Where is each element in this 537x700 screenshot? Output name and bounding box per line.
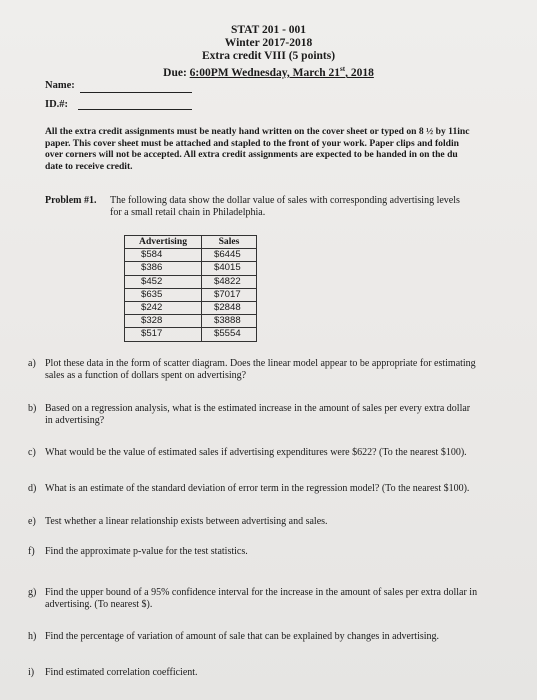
id-label: ID.#:: [45, 99, 69, 110]
due-prefix: Due:: [163, 66, 190, 79]
question-text: [45, 483, 469, 495]
question-line: Plot these data in the form of scatter diagram. Does the linear model appear to be appropriate for estimating: [45, 358, 476, 369]
sales-cell: $2848: [202, 301, 257, 314]
course-title: STAT 201 - 001: [230, 24, 307, 36]
question-label: d): [28, 483, 37, 494]
question-a: [28, 358, 476, 382]
question-line: What is an estimate of the standard deviation of error term in the regression model? (To the nearest $100).: [45, 483, 470, 494]
instructions-line: All the extra credit assignments must be neatly hand written on the cover sheet or typed on 8 ½ by 11inc: [45, 126, 470, 137]
question-line: Test whether a linear relationship exists between advertising and sales.: [45, 516, 328, 527]
table-row: [125, 262, 257, 275]
sales-cell: $7017: [202, 288, 257, 301]
name-label: Name:: [45, 80, 75, 91]
question-line: sales as a function of dollars spent on advertising?: [45, 370, 247, 381]
sales-cell: $3888: [202, 315, 257, 328]
question-label: h): [28, 631, 37, 642]
table-row: [125, 328, 257, 341]
question-label: c): [28, 447, 36, 458]
question-label: a): [28, 358, 36, 369]
table-row: [125, 249, 257, 262]
problem-statement: [110, 195, 460, 219]
advertising-cell: $328: [125, 315, 202, 328]
assignment-title: Extra credit VIII (5 points): [201, 50, 336, 62]
sales-cell: $4015: [202, 262, 257, 275]
question-f: [28, 546, 248, 558]
table-row: [125, 315, 257, 328]
sales-cell: $4822: [202, 275, 257, 288]
question-e: [28, 516, 328, 528]
instructions-line: over corners will not be accepted. All extra credit assignments are expected to be handed in on the du: [45, 149, 458, 161]
due-date-line: [0, 63, 537, 80]
table-row: [125, 275, 257, 288]
due-date-suffix-sup: st: [340, 65, 346, 73]
question-d: [28, 483, 469, 495]
question-line: What would be the value of estimated sales if advertising expenditures were $622? (To the nearest $100).: [45, 447, 467, 458]
sales-cell: $5554: [202, 328, 257, 341]
question-g: [28, 587, 477, 611]
advertising-cell: $517: [125, 328, 202, 341]
question-h: [28, 631, 439, 643]
document-header: [0, 24, 537, 80]
column-header-sales: Sales: [202, 236, 257, 249]
advertising-cell: $386: [125, 262, 202, 275]
advertising-cell: $584: [125, 249, 202, 262]
question-text: [45, 447, 467, 459]
question-text: [45, 358, 476, 382]
data-table: [124, 235, 257, 342]
question-b: [28, 403, 470, 427]
question-line: in advertising?: [45, 415, 105, 426]
column-header-advertising: Advertising: [125, 236, 202, 249]
term-line: Winter 2017-2018: [224, 37, 313, 49]
question-text: [45, 546, 248, 558]
advertising-cell: $635: [125, 288, 202, 301]
question-line: Find the upper bound of a 95% confidence interval for the increase in the amount of sales per extra dollar in: [45, 587, 478, 598]
due-year: , 2018: [345, 66, 374, 79]
question-text: [45, 587, 477, 611]
question-line: Find the approximate p-value for the test statistics.: [45, 546, 248, 557]
table-row: [125, 288, 257, 301]
question-label: b): [28, 403, 37, 414]
sales-cell: $6445: [202, 249, 257, 262]
instructions-line: paper. This cover sheet must be attached and stapled to the front of your work. Paper clips and foldin: [45, 137, 459, 149]
question-line: Find the percentage of variation of amount of sale that can be explained by changes in advertising.: [45, 631, 440, 642]
question-text: [45, 631, 439, 643]
question-c: [28, 447, 467, 459]
question-label: e): [28, 516, 36, 527]
name-blank-line[interactable]: [80, 92, 192, 93]
advertising-cell: $452: [125, 275, 202, 288]
question-label: f): [28, 546, 35, 557]
problem-line: The following data show the dollar value of sales with corresponding advertising levels: [110, 195, 460, 206]
question-line: Based on a regression analysis, what is the estimated increase in the amount of sales per every extra dollar: [45, 403, 471, 414]
question-line: Find estimated correlation coefficient.: [45, 667, 198, 678]
instructions-paragraph: [45, 126, 537, 172]
question-text: [45, 516, 328, 528]
table-header-row: [125, 236, 257, 249]
question-label: g): [28, 587, 37, 598]
question-text: [45, 667, 198, 679]
question-line: advertising. (To nearest $).: [45, 599, 153, 610]
question-i: [28, 667, 198, 679]
instructions-line: date to receive credit.: [45, 160, 133, 172]
due-date: [190, 67, 345, 79]
problem-label: Problem #1.: [45, 195, 97, 206]
problem-line: for a small retail chain in Philadelphia.: [110, 207, 266, 218]
id-blank-line[interactable]: [78, 109, 192, 110]
advertising-cell: $242: [125, 301, 202, 314]
due-date-text: 6:00PM Wednesday, March 21: [189, 66, 341, 79]
question-text: [45, 403, 470, 427]
table-row: [125, 301, 257, 314]
question-label: i): [28, 667, 35, 678]
